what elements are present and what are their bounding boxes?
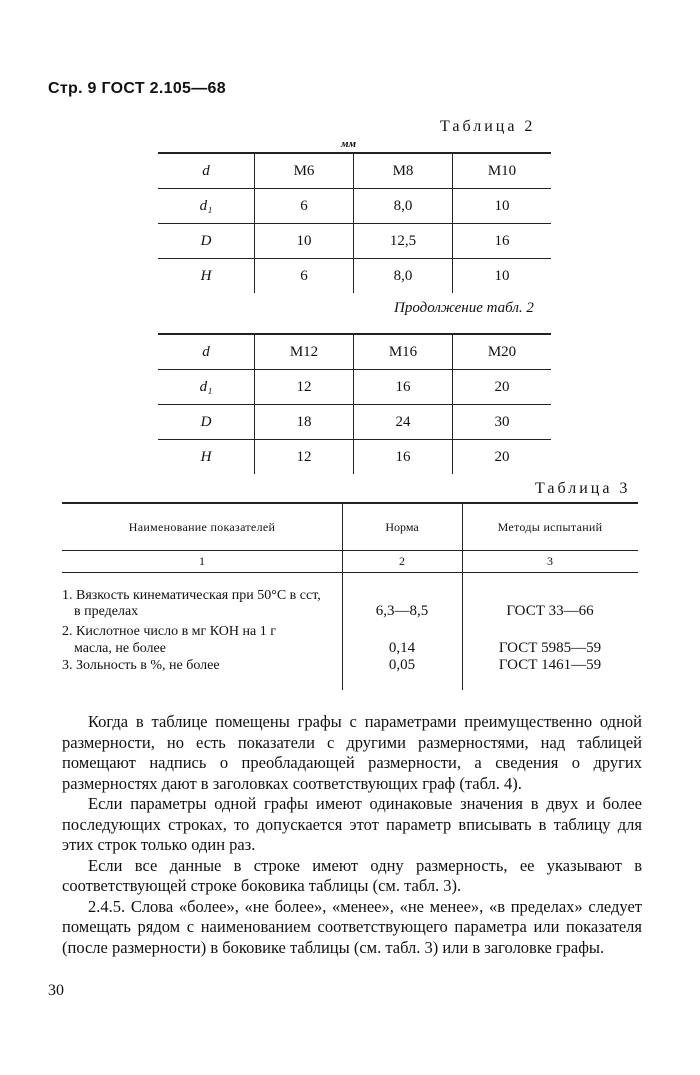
table-cell: d₁ xyxy=(199,378,213,395)
table-cell: 20 xyxy=(453,440,552,475)
table-cell: 18 xyxy=(255,405,354,440)
table-cell: 10 xyxy=(453,189,552,224)
table-cell: 6 xyxy=(255,189,354,224)
table2-unit: мм xyxy=(341,138,357,150)
paragraph: 2.4.5. Слова «более», «не более», «менее», «не менее», «в пределах» следует помещать рядом с наименованием соответствующего параметра или показателя (после размерности) в боковике таблицы (см. табл. 3) или в заголовке графы. xyxy=(62,896,642,957)
column-header: Наименование показателей xyxy=(128,520,276,534)
table-cell: 24 xyxy=(354,405,453,440)
column-header: Норма xyxy=(385,520,419,534)
table-cell: H xyxy=(200,448,212,465)
table-cell: M6 xyxy=(255,153,354,189)
table-cell: D xyxy=(200,232,212,249)
table-cell: 12 xyxy=(255,440,354,475)
norm-value: 0,14 xyxy=(388,640,416,656)
table-cell: M10 xyxy=(453,153,552,189)
indicator-name-cont: в пределах xyxy=(74,604,139,619)
column-number: 1 xyxy=(199,554,205,568)
table-cell: H xyxy=(200,267,212,284)
page-number: 30 xyxy=(48,982,64,999)
paragraph: Если параметры одной графы имеют одинаковые значения в двух и более последующих строках, то допускается этот параметр вписывать в таблицу для этих строк только один раз. xyxy=(62,794,642,854)
column-number: 2 xyxy=(399,554,405,568)
table-row xyxy=(158,440,551,475)
table-cell: 12 xyxy=(255,370,354,405)
table-cell: d xyxy=(202,343,210,360)
table-cell: 6 xyxy=(255,259,354,294)
table-cell: 12,5 xyxy=(354,224,453,259)
table-row xyxy=(158,224,551,259)
test-method: ГОСТ 33—66 xyxy=(506,603,594,619)
table-row xyxy=(158,334,551,370)
table-cell: 16 xyxy=(354,440,453,475)
paragraph: Если все данные в строке имеют одну размерность, ее указывают в соответствующей строке боковика таблицы (см. табл. 3). xyxy=(62,855,642,895)
page-header: Стр. 9 ГОСТ 2.105—68 xyxy=(48,80,226,97)
table2-continuation xyxy=(158,333,551,474)
indicator-name-cont: масла, не более xyxy=(74,641,166,656)
table-cell: 10 xyxy=(453,259,552,294)
column-header: Методы испытаний xyxy=(497,520,603,534)
table-row xyxy=(158,153,551,189)
table2-caption: Таблица 2 xyxy=(440,118,536,135)
table-cell: M12 xyxy=(255,334,354,370)
table-cell: 16 xyxy=(354,370,453,405)
table-cell: D xyxy=(200,413,212,430)
table-cell: d₁ xyxy=(199,197,213,214)
table-cell: d xyxy=(202,162,210,179)
body-text xyxy=(62,712,642,958)
indicator-name: 2. Кислотное число в мг КОН на 1 г xyxy=(62,624,276,639)
table2-cont-caption: Продолжение табл. 2 xyxy=(394,300,534,316)
table-cell: M16 xyxy=(354,334,453,370)
table-rule xyxy=(62,502,638,504)
indicator-name: 3. Зольность в %, не более xyxy=(62,658,220,673)
table3-caption: Таблица 3 xyxy=(535,480,631,497)
table-cell: 8,0 xyxy=(354,259,453,294)
table-row xyxy=(158,370,551,405)
indicator-name: 1. Вязкость кинематическая при 50°С в сст, xyxy=(62,588,321,603)
norm-value: 6,3—8,5 xyxy=(375,603,429,619)
table-cell: M8 xyxy=(354,153,453,189)
paragraph: Когда в таблице помещены графы с параметрами преимущественно одной размерности, но есть показатели с другими размерностями, над таблицей помещают надпись о преобладающей размерности, а сведения о других размерностях дают в заголовках соответствующих граф (табл. 4). xyxy=(62,712,642,793)
table-rule xyxy=(62,572,638,573)
table-rule xyxy=(62,550,638,551)
table-cell: 8,0 xyxy=(354,189,453,224)
table2 xyxy=(158,152,551,293)
table-row xyxy=(158,189,551,224)
table-cell: 30 xyxy=(453,405,552,440)
test-method: ГОСТ 5985—59 xyxy=(498,640,602,656)
test-method: ГОСТ 1461—59 xyxy=(498,657,602,673)
column-number: 3 xyxy=(547,554,553,568)
table-cell: 10 xyxy=(255,224,354,259)
table-cell: 16 xyxy=(453,224,552,259)
norm-value: 0,05 xyxy=(388,657,416,673)
table-row xyxy=(158,259,551,294)
table-cell: 20 xyxy=(453,370,552,405)
table-cell: M20 xyxy=(453,334,552,370)
table-row xyxy=(158,405,551,440)
